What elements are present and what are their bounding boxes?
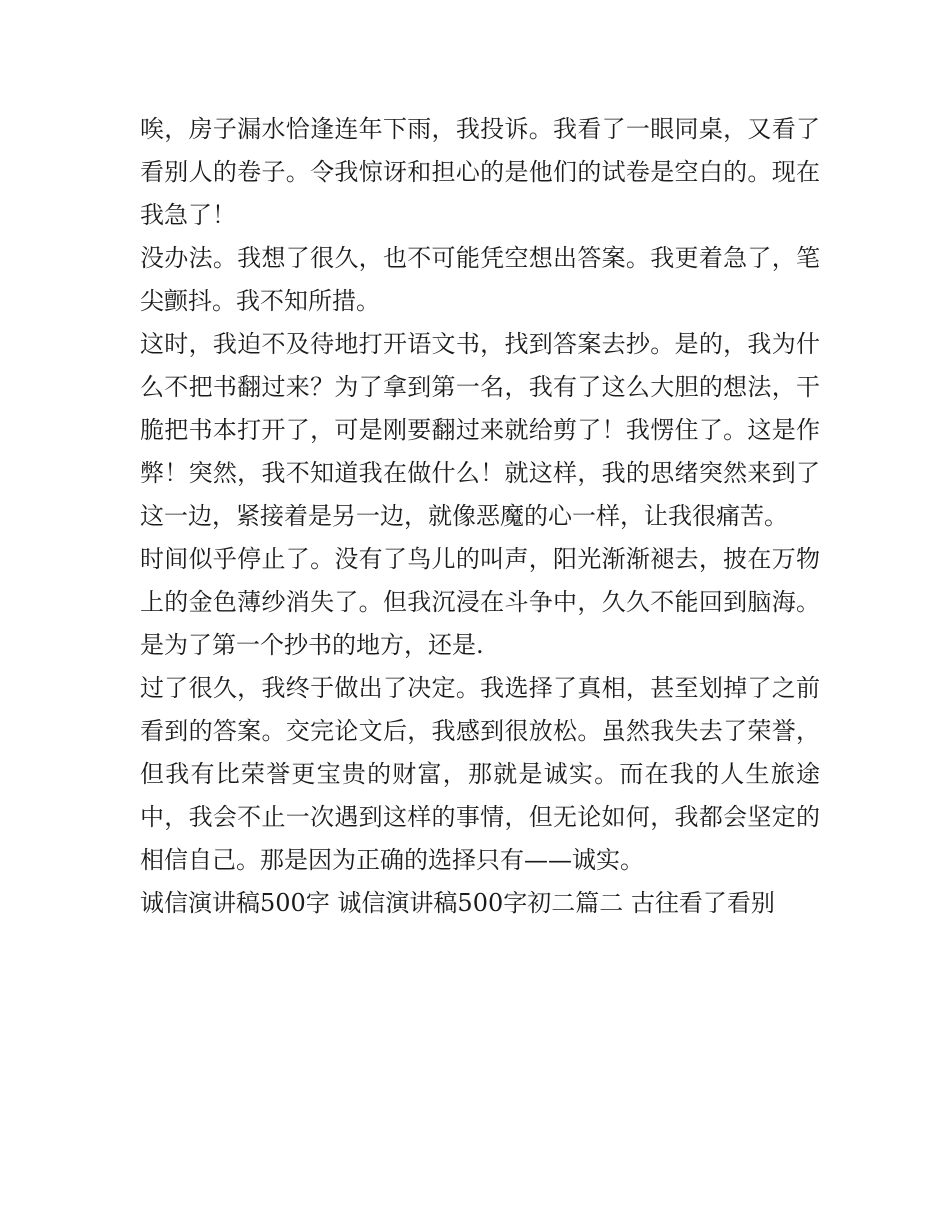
- paragraph-5: 过了很久，我终于做出了决定。我选择了真相，甚至划掉了之前看到的答案。交完论文后，我感到很放松。虽然我失去了荣誉，但我有比荣誉更宝贵的财富，那就是诚实。而在我的人生旅途中，我会不止一次遇到这样的事情，但无论如何，我都会坚定的相信自己。那是因为正确的选择只有——诚实。: [140, 674, 820, 874]
- paragraph-6: 诚信演讲稿500字 诚信演讲稿500字初二篇二 古往看了看别: [140, 889, 775, 917]
- paragraph-2: 没办法。我想了很久，也不可能凭空想出答案。我更着急了，笔尖颤抖。我不知所措。: [140, 244, 820, 315]
- paragraph-1: 唉，房子漏水恰逢连年下雨，我投诉。我看了一眼同桌，又看了看别人的卷子。令我惊讶和担心的是他们的试卷是空白的。现在我急了！: [140, 115, 820, 229]
- document-body: [140, 108, 820, 925]
- paragraph-4: 时间似乎停止了。没有了鸟儿的叫声，阳光渐渐褪去，披在万物上的金色薄纱消失了。但我沉浸在斗争中，久久不能回到脑海。是为了第一个抄书的地方，还是.: [140, 545, 820, 659]
- paragraph-3: 这时，我迫不及待地打开语文书，找到答案去抄。是的，我为什么不把书翻过来？为了拿到第一名，我有了这么大胆的想法，干脆把书本打开了，可是刚要翻过来就给剪了！我愣住了。这是作弊！突然，我不知道我在做什么！就这样，我的思绪突然来到了这一边，紧接着是另一边，就像恶魔的心一样，让我很痛苦。: [140, 330, 820, 530]
